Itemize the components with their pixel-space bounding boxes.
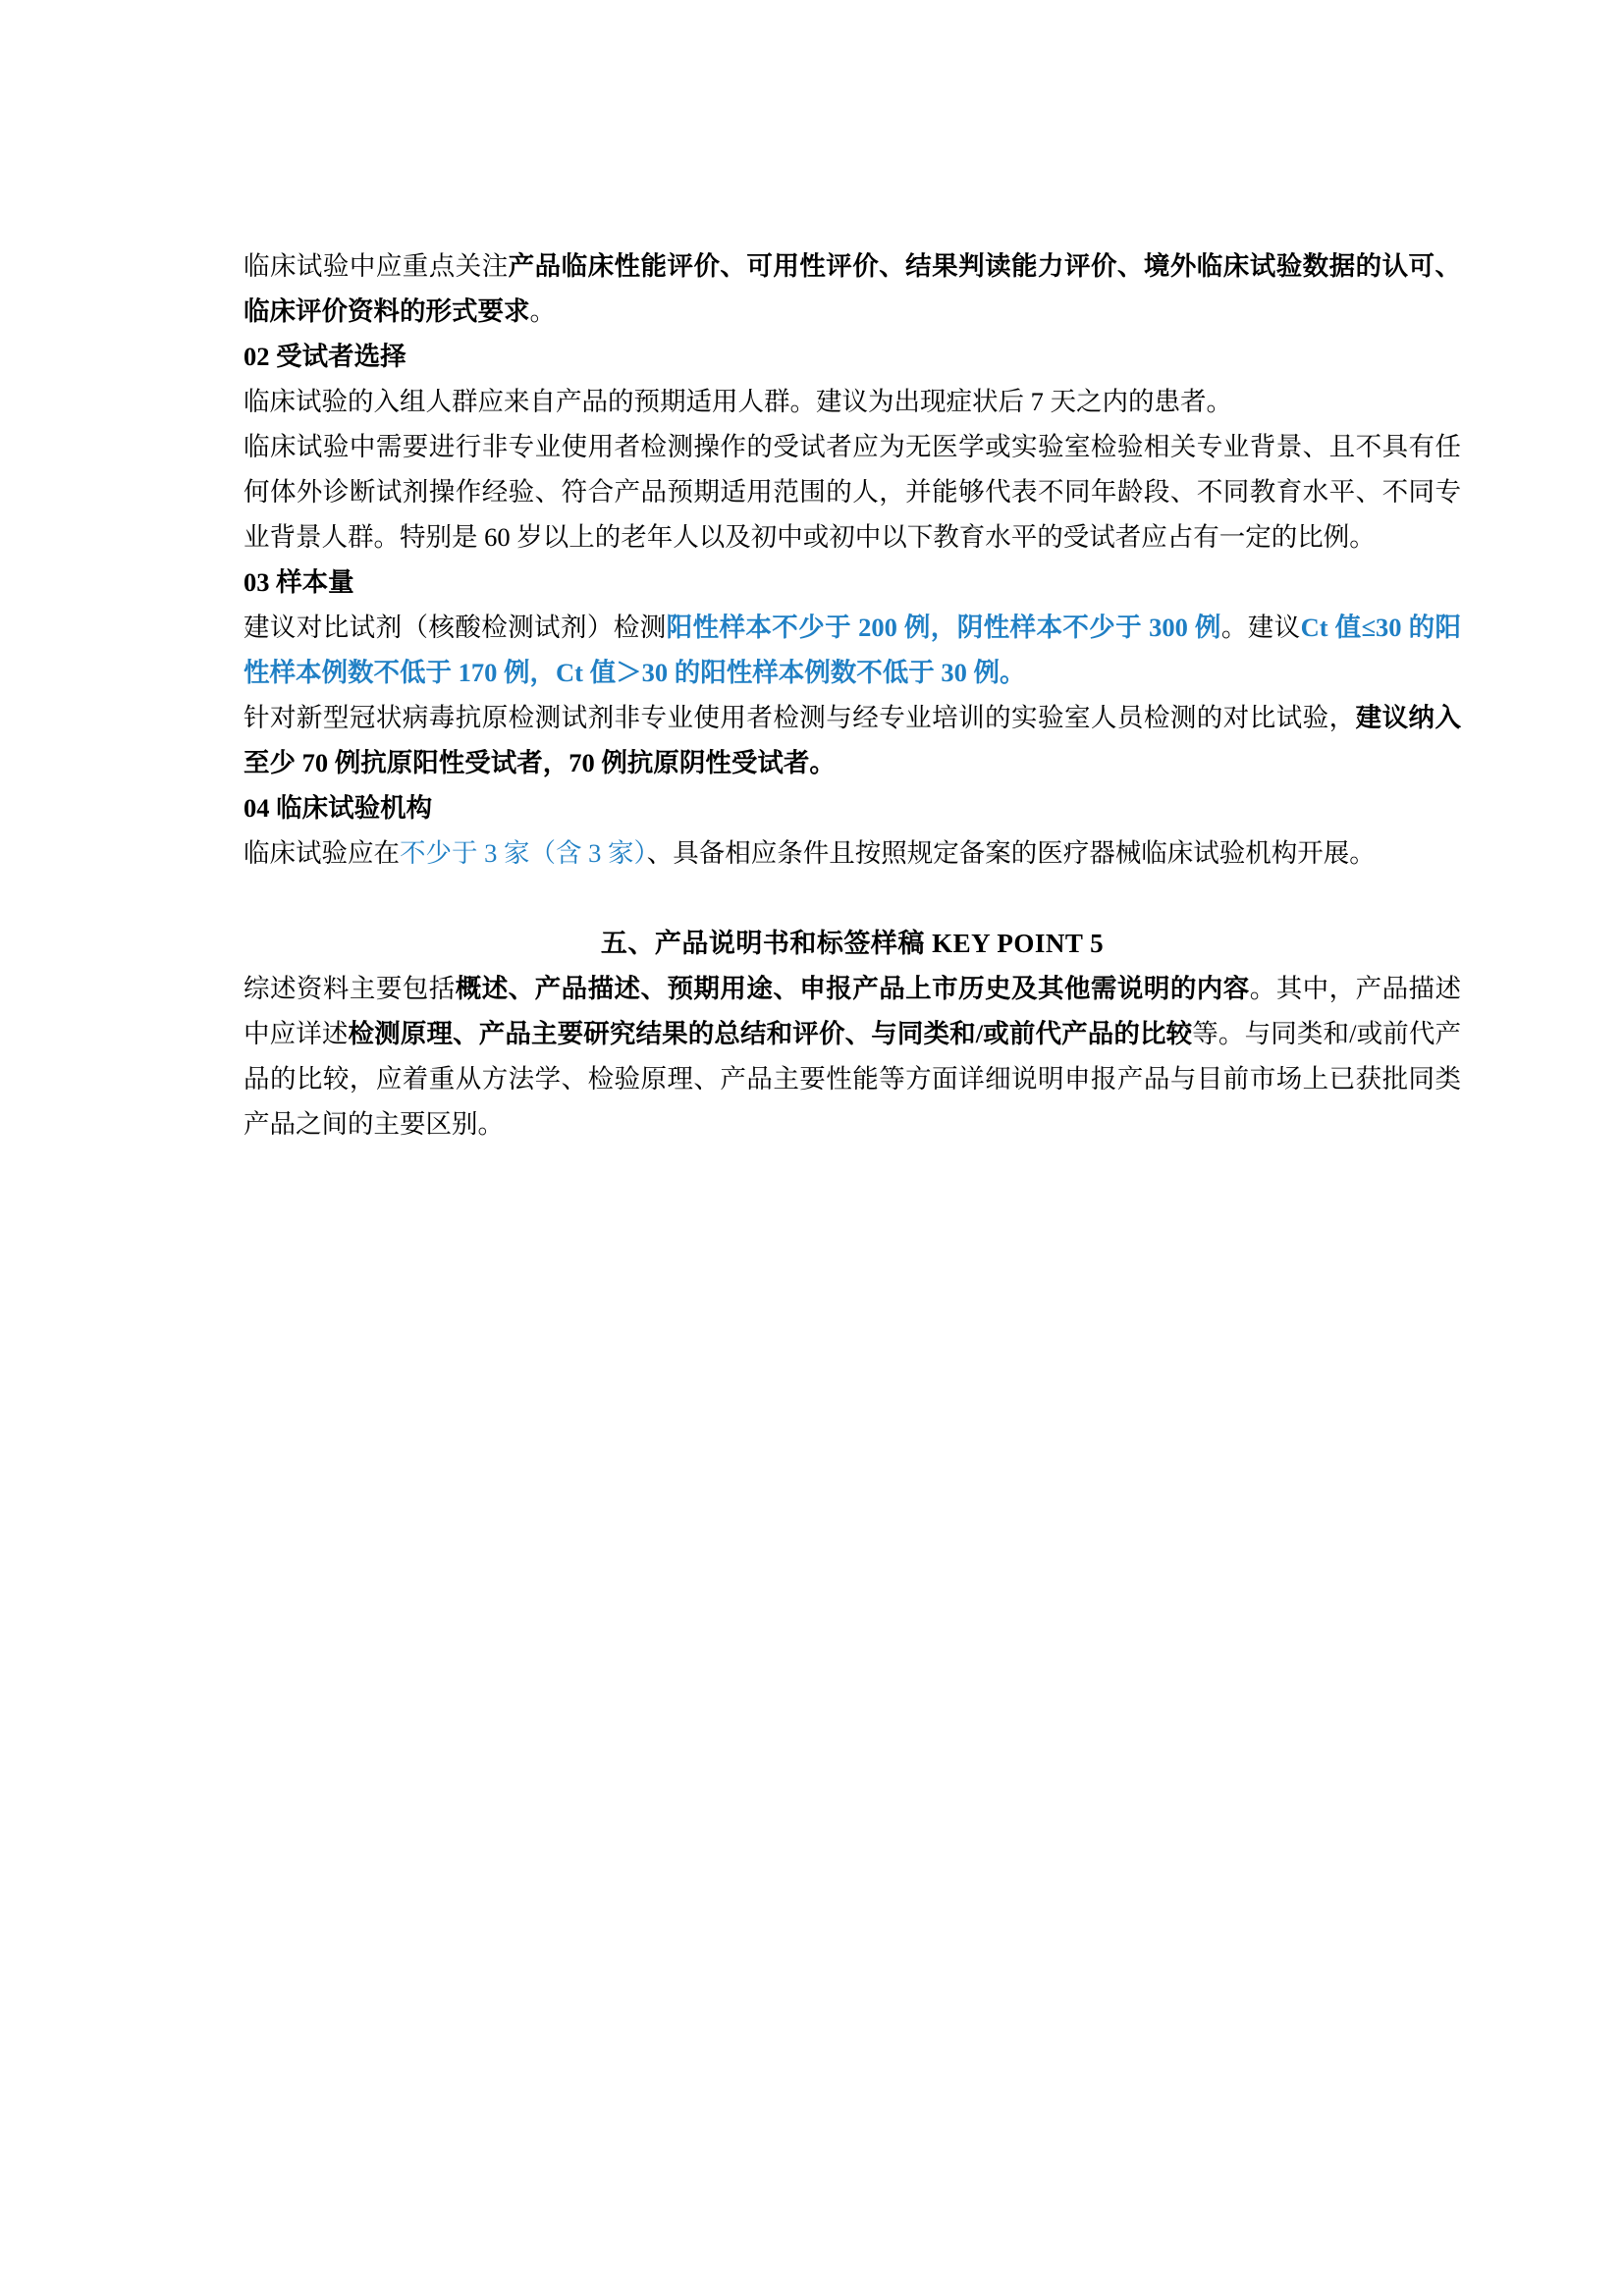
text-run-highlight: Ct 值≤30 的阳性样本例数不低于 170 例，Ct 值＞30 的阳性样本例数不低于 30 例。 — [244, 613, 1462, 687]
text-run: 。 — [529, 296, 556, 326]
document-body — [244, 243, 1461, 1147]
section-title-key-point-5: 五、产品说明书和标签样稿 KEY POINT 5 — [600, 929, 1105, 958]
heading-label: 03 样本量 — [244, 567, 354, 597]
text-run-bold: 产品临床性能评价、可用性评价、结果判读能力评价、境外临床试验数据的认可、临床评价资料的形式要求 — [244, 251, 1462, 326]
text-run: 临床试验中需要进行非专业使用者检测操作的受试者应为无医学或实验室检验相关专业背景、且不具有任何体外诊断试剂操作经验、符合产品预期适用范围的人，并能够代表不同年龄段、不同教育水平、不同专业背景人群。特别是 60 岁以上的老年人以及初中或初中以下教育水平的受试者应占有一定的比例。 — [244, 432, 1461, 552]
heading-03-sample-size — [244, 560, 1461, 605]
paragraph-enrollment-population — [244, 379, 1461, 424]
text-run: 综述资料主要包括 — [244, 974, 456, 1003]
text-run: 临床试验中应重点关注 — [244, 251, 509, 281]
text-run-bold: 建议纳入至少 70 例抗原阳性受试者，70 例抗原阴性受试者。 — [244, 703, 1462, 777]
text-run: 建议对比试剂（核酸检测试剂）检测 — [244, 613, 667, 642]
section-spacer — [244, 876, 1461, 921]
text-run: 临床试验的入组人群应来自产品的预期适用人群。建议为出现症状后 7 天之内的患者。 — [244, 387, 1232, 416]
heading-label: 04 临床试验机构 — [244, 793, 433, 823]
heading-04-trial-institution — [244, 785, 1461, 830]
text-run-bold: 检测原理、产品主要研究结果的总结和评价、与同类和/或前代产品的比较 — [348, 1019, 1193, 1048]
paragraph-key-focus — [244, 243, 1461, 334]
text-run: 。其中，产品描述中应详述 — [244, 974, 1462, 1048]
text-run: 。建议 — [1220, 613, 1301, 642]
heading-label: 02 受试者选择 — [244, 342, 406, 371]
text-run-highlight: 阳性样本不少于 200 例，阴性样本不少于 300 例 — [666, 613, 1221, 642]
heading-02-subject-selection — [244, 334, 1461, 379]
text-run: 临床试验应在 — [244, 838, 400, 868]
text-run: 、具备相应条件且按照规定备案的医疗器械临床试验机构开展。 — [646, 838, 1376, 868]
paragraph-summary-materials — [244, 966, 1461, 1147]
text-run: 针对新型冠状病毒抗原检测试剂非专业使用者检测与经专业培训的实验室人员检测的对比试验， — [244, 703, 1356, 732]
text-run: 等。与同类和/或前代产品的比较，应着重从方法学、检验原理、产品主要性能等方面详细说明申报产品与目前市场上已获批同类产品之间的主要区别。 — [244, 1019, 1461, 1139]
paragraph-sample-size-detail — [244, 605, 1461, 695]
paragraph-antigen-comparison-trial — [244, 695, 1461, 785]
text-run-highlight: 不少于 3 家（含 3 家） — [400, 838, 647, 868]
text-run-bold: 概述、产品描述、预期用途、申报产品上市历史及其他需说明的内容 — [455, 974, 1250, 1003]
paragraph-lay-user-requirements — [244, 424, 1461, 560]
paragraph-institution-requirement — [244, 830, 1461, 876]
